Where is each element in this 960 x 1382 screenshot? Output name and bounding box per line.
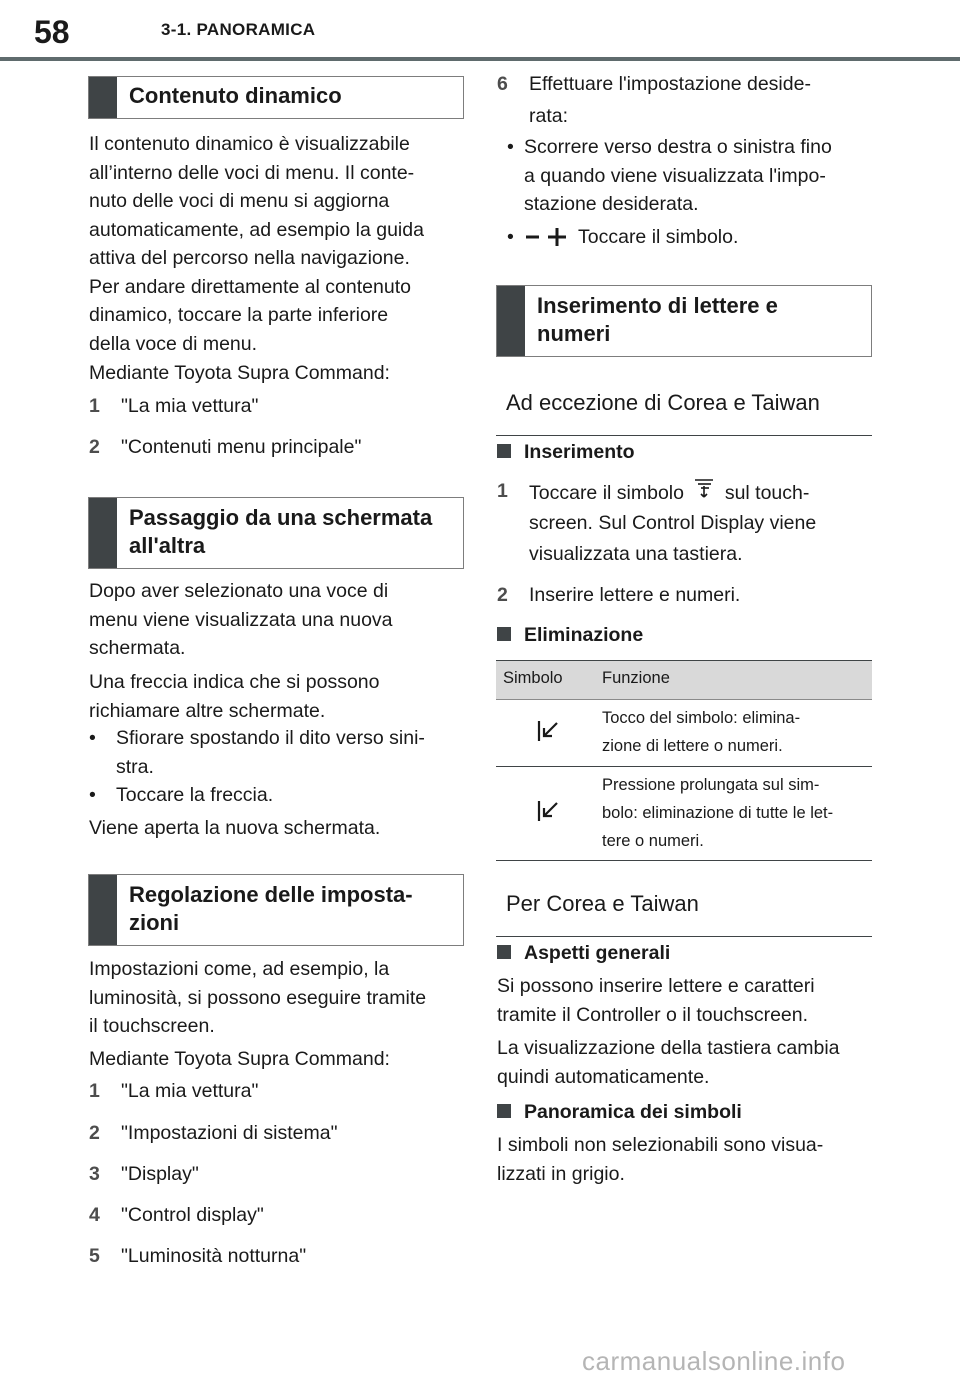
text-line: Effettuare l'impostazione deside-	[529, 73, 811, 95]
step-number: 2	[89, 436, 100, 458]
step-text: "La mia vettura"	[121, 395, 259, 417]
square-bullet-icon	[497, 627, 511, 641]
text-line	[529, 477, 816, 507]
text-line: schermata.	[89, 637, 186, 659]
step-item	[89, 392, 465, 422]
step-number: 5	[89, 1245, 100, 1267]
step-text: "La mia vettura"	[121, 1080, 259, 1102]
text-line: Il contenuto dinamico è visualizzabile	[89, 133, 410, 155]
bullet-dot: •	[507, 136, 514, 158]
heading-bar	[89, 498, 117, 568]
text-line: zione di lettere o numeri.	[602, 737, 783, 755]
table-row	[496, 700, 872, 767]
heading-box-passaggio	[88, 497, 464, 569]
square-heading-eliminazione	[497, 624, 643, 647]
step-text: "Display"	[121, 1163, 199, 1185]
step-text: Inserire lettere e numeri.	[529, 584, 741, 606]
text-line: il touchscreen.	[89, 1015, 215, 1037]
heading-box-inserimento	[496, 285, 872, 357]
heading-line: Inserimento di lettere e	[537, 293, 778, 318]
step-number: 1	[497, 480, 508, 502]
heading-bar	[89, 77, 117, 118]
step-text: "Control display"	[121, 1204, 264, 1226]
text-line: nuto delle voci di menu si aggiorna	[89, 190, 390, 212]
table-cell-function	[602, 704, 866, 760]
text-line: a quando viene visualizzata l'impo-	[524, 164, 826, 187]
square-bullet-icon	[497, 1104, 511, 1118]
minus-plus-icon	[524, 227, 570, 247]
text-line: tramite il Controller o il touchscreen.	[497, 1003, 809, 1026]
heading-line: zioni	[129, 910, 180, 935]
paragraph-contenuto	[89, 130, 469, 358]
square-heading-text: Eliminazione	[524, 624, 644, 646]
square-heading-inserimento	[497, 441, 635, 464]
step-text	[529, 70, 811, 130]
step-text: "Contenuti menu principale"	[121, 436, 362, 458]
text-fragment: Toccare il simbolo	[529, 482, 684, 504]
text-line: quindi automaticamente.	[497, 1065, 710, 1088]
bullet-dot: •	[507, 226, 514, 248]
text-line: della voce di menu.	[89, 332, 258, 355]
paragraph-panoramica	[497, 1131, 823, 1188]
text-line: stazione desiderata.	[524, 193, 699, 215]
text-line: tere o numeri.	[602, 832, 704, 850]
paragraph-aperta: Viene aperta la nuova schermata.	[89, 817, 381, 839]
heading-line: numeri	[537, 321, 611, 346]
step-number: 1	[89, 395, 100, 417]
heading-line: Regolazione delle imposta-	[129, 882, 413, 907]
step-number: 6	[497, 73, 508, 95]
bullet-item	[89, 724, 465, 782]
table-header-cell: Simbolo	[503, 669, 563, 687]
step-item	[497, 581, 873, 611]
text-line: Pressione prolungata sul sim-	[602, 776, 820, 794]
bullet-text	[116, 724, 425, 781]
heading-line: Passaggio da una schermata	[129, 505, 433, 530]
text-line: Sfiorare spostando il dito verso sini-	[116, 727, 425, 749]
text-line: Scorrere verso destra o sinistra fino	[524, 136, 832, 158]
step-item	[89, 1160, 465, 1190]
text-line: Dopo aver selezionato una voce di	[89, 580, 389, 602]
table-header	[496, 660, 872, 700]
bullet-text: Toccare la freccia.	[116, 784, 274, 806]
square-bullet-icon	[497, 945, 511, 959]
text-line: bolo: eliminazione di tutte le let-	[602, 804, 834, 822]
paragraph-aspetti-2	[497, 1034, 840, 1091]
text-line: menu viene visualizzata una nuova	[89, 608, 393, 631]
text-line: Impostazioni come, ad esempio, la	[89, 958, 390, 980]
text-line: Si possono inserire lettere e caratteri	[497, 975, 815, 997]
text-line: visualizzata una tastiera.	[529, 542, 743, 565]
square-heading-text: Inserimento	[524, 441, 635, 463]
bullet-dot: •	[89, 784, 96, 806]
paragraph-freccia	[89, 668, 380, 725]
text-line: Tocco del simbolo: elimina-	[602, 709, 801, 727]
paragraph-command: Mediante Toyota Supra Command:	[89, 362, 390, 384]
text-line: La visualizzazione della tastiera cambia	[497, 1037, 840, 1059]
step-number: 4	[89, 1204, 100, 1226]
table-cell-symbol	[496, 767, 600, 860]
text-line: Per andare direttamente al contenuto	[89, 275, 411, 298]
step-item	[89, 1201, 465, 1231]
table-cell-function	[602, 771, 866, 855]
heading-title	[117, 498, 442, 568]
text-line: screen. Sul Control Display viene	[529, 512, 817, 534]
keyboard-touch-icon	[689, 477, 719, 501]
heading-box-contenuto-dinamico	[88, 76, 464, 119]
heading-line: all'altra	[129, 533, 206, 558]
heading-bar	[497, 286, 525, 356]
square-heading-aspetti	[497, 942, 670, 965]
heading-title	[117, 875, 423, 945]
step-item	[89, 433, 465, 463]
step-item	[89, 1077, 465, 1107]
heading-bar	[89, 875, 117, 945]
symbol-table	[496, 660, 872, 861]
step-item	[89, 1119, 465, 1149]
paragraph-impostazioni	[89, 955, 426, 1041]
section-title: 3-1. PANORAMICA	[161, 20, 316, 39]
text-line: lizzati in grigio.	[497, 1162, 625, 1185]
bullet-item	[89, 781, 465, 811]
text-line: richiamare altre schermate.	[89, 699, 326, 722]
step-item	[497, 477, 873, 569]
bullet-item	[497, 223, 873, 253]
step-text: "Impostazioni di sistema"	[121, 1122, 338, 1144]
square-heading-text: Aspetti generali	[524, 942, 671, 964]
square-heading-text: Panoramica dei simboli	[524, 1101, 742, 1123]
text-line: attiva del percorso nella navigazione.	[89, 247, 410, 269]
table-cell-symbol	[496, 700, 600, 766]
page-number: 58	[34, 14, 70, 50]
text-line: automaticamente, ad esempio la guida	[89, 218, 424, 241]
square-bullet-icon	[497, 444, 511, 458]
backspace-icon	[535, 799, 561, 828]
square-heading-panoramica	[497, 1101, 742, 1124]
bullet-item	[497, 133, 873, 219]
paragraph-dopo	[89, 577, 393, 663]
header-rule	[0, 57, 960, 61]
step-item	[497, 70, 873, 130]
heading-title: Contenuto dinamico	[129, 83, 342, 108]
paragraph-command-2: Mediante Toyota Supra Command:	[89, 1048, 390, 1070]
table-row	[496, 767, 872, 861]
text-line: dinamico, toccare la parte inferiore	[89, 304, 389, 326]
step-item	[89, 1242, 465, 1272]
heading-box-regolazione	[88, 874, 464, 946]
bullet-text	[524, 133, 832, 219]
step-text: "Luminosità notturna"	[121, 1245, 307, 1267]
bullet-text: Toccare il simbolo.	[578, 226, 739, 248]
text-line: stra.	[116, 755, 154, 778]
text-fragment: sul touch-	[724, 482, 810, 504]
table-header-cell: Funzione	[602, 669, 670, 687]
subheading-ad-eccezione: Ad eccezione di Corea e Taiwan	[496, 380, 872, 436]
text-line: rata:	[529, 104, 569, 127]
bullet-dot: •	[89, 727, 96, 749]
paragraph-aspetti-1	[497, 972, 815, 1029]
text-line: I simboli non selezionabili sono visua-	[497, 1134, 824, 1156]
backspace-icon	[535, 719, 561, 748]
text-line: luminosità, si possono eseguire tramite	[89, 986, 427, 1009]
text-line: Una freccia indica che si possono	[89, 671, 380, 693]
step-number: 3	[89, 1163, 100, 1185]
subheading-corea-taiwan: Per Corea e Taiwan	[496, 881, 872, 937]
step-number: 2	[89, 1122, 100, 1144]
step-number: 2	[497, 584, 508, 606]
step-text	[529, 477, 816, 568]
step-number: 1	[89, 1080, 100, 1102]
heading-title	[525, 286, 788, 356]
text-line: all’interno delle voci di menu. Il conte-	[89, 161, 415, 184]
watermark: carmanualsonline.info	[582, 1346, 846, 1376]
